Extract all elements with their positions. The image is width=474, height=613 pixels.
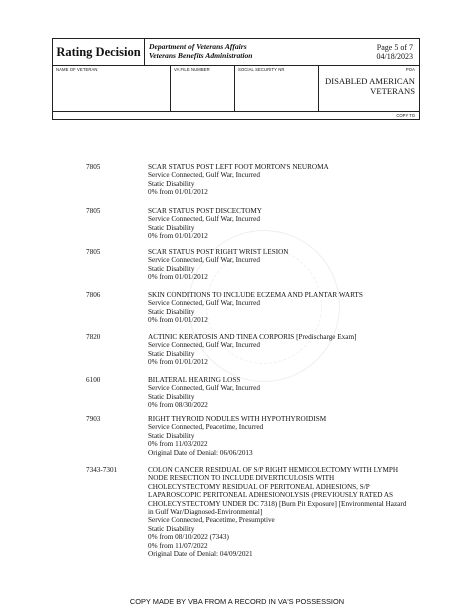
page-number: Page 5 of 7 bbox=[376, 43, 413, 52]
disability-status: Static Disability bbox=[148, 264, 195, 273]
condition-name-line: LAPAROSCOPIC PERITONEAL ADHESIONOLYSIS (PREVIOUSLY RATED AS bbox=[148, 491, 394, 500]
disability-status: Static Disability bbox=[148, 223, 195, 232]
diagnostic-code: 7805 bbox=[86, 207, 101, 215]
header-top-row bbox=[53, 39, 419, 66]
rating-percent: 0% from 01/01/2012 bbox=[148, 188, 208, 197]
entry-details bbox=[148, 376, 433, 410]
service-connection: Service Connected, Gulf War, Incurred bbox=[148, 256, 260, 265]
service-connection: Service Connected, Gulf War, Incurred bbox=[148, 171, 260, 180]
rating-percent: 0% from 11/07/2022 bbox=[148, 541, 208, 550]
entry-details bbox=[148, 466, 433, 558]
ssn-cell bbox=[235, 65, 319, 111]
service-connection: Service Connected, Gulf War, Incurred bbox=[148, 384, 260, 393]
entry-details bbox=[148, 163, 433, 197]
department-line-2: Veterans Benefits Administration bbox=[149, 51, 253, 60]
entry-details bbox=[148, 207, 433, 241]
condition-name-line: CHOLECYSTECTOMY RESIDUAL OF PERITONEAL ADHESIONS, S/P bbox=[148, 482, 370, 491]
disability-status: Static Disability bbox=[148, 392, 195, 401]
department-line-1: Department of Veterans Affairs bbox=[149, 42, 247, 51]
diagnostic-code: 6100 bbox=[86, 376, 101, 384]
condition-name: BILATERAL HEARING LOSS bbox=[148, 376, 241, 384]
entry-details bbox=[148, 333, 433, 367]
service-connection: Service Connected, Peacetime, Incurred bbox=[148, 423, 264, 432]
condition-name-line: COLON CANCER RESIDUAL OF S/P RIGHT HEMICOLECTOMY WITH LYMPH bbox=[148, 466, 399, 474]
diagnostic-code: 7343-7301 bbox=[86, 466, 118, 474]
rating-percent: 0% from 01/01/2012 bbox=[148, 358, 208, 367]
poa-line-1: DISABLED AMERICAN bbox=[325, 76, 415, 86]
diagnostic-code: 7805 bbox=[86, 163, 101, 171]
service-connection: Service Connected, Peacetime, Presumptive bbox=[148, 516, 275, 525]
diagnostic-code: 7903 bbox=[86, 415, 101, 423]
condition-name-line: CHOLECYSTECTOMY UNDER DC 7318) [Burn Pit Exposure] [Environmental Hazard bbox=[148, 499, 407, 508]
header-fields-row bbox=[53, 65, 419, 112]
condition-name: SCAR STATUS POST LEFT FOOT MORTON'S NEUROMA bbox=[148, 163, 329, 171]
poa-value bbox=[325, 76, 415, 96]
service-connection: Service Connected, Gulf War, Incurred bbox=[148, 215, 260, 224]
header-box bbox=[52, 38, 420, 120]
condition-name: SCAR STATUS POST RIGHT WRIST LESION bbox=[148, 248, 289, 256]
document-title: Rating Decision bbox=[53, 39, 145, 65]
rating-percent: 0% from 11/03/2022 bbox=[148, 440, 208, 449]
condition-name: RIGHT THYROID NODULES WITH HYPOTHYROIDISM bbox=[148, 415, 327, 423]
condition-name: SKIN CONDITIONS TO INCLUDE ECZEMA AND PLANTAR WARTS bbox=[148, 291, 363, 299]
entry-details bbox=[148, 248, 433, 282]
disability-status: Static Disability bbox=[148, 431, 195, 440]
entry-details bbox=[148, 291, 433, 325]
poa-line-2: VETERANS bbox=[370, 86, 415, 96]
poa-label: POA bbox=[405, 67, 415, 72]
veteran-name-label: NAME OF VETERAN bbox=[56, 67, 98, 72]
disability-status: Static Disability bbox=[148, 179, 195, 188]
department-name bbox=[149, 42, 253, 60]
page-info bbox=[377, 43, 413, 61]
entry-details bbox=[148, 415, 433, 457]
va-file-label: VA FILE NUMBER bbox=[174, 67, 210, 72]
disability-status: Static Disability bbox=[148, 524, 195, 533]
denial-date: Original Date of Denial: 06/06/2013 bbox=[148, 448, 253, 457]
rating-percent: 0% from 01/01/2012 bbox=[148, 232, 208, 241]
condition-name: ACTINIC KERATOSIS AND TINEA CORPORIS [Predischarge Exam] bbox=[148, 333, 357, 341]
rating-percent: 0% from 01/01/2012 bbox=[148, 316, 208, 325]
veteran-name-cell bbox=[53, 65, 171, 111]
va-file-cell bbox=[171, 65, 235, 111]
condition-name-line: NODE RESECTION TO INCLUDE DIVERTICULOSIS WITH bbox=[148, 474, 335, 483]
diagnostic-code: 7806 bbox=[86, 291, 101, 299]
condition-name-line: in Gulf War/Diagnosed-Environmental] bbox=[148, 508, 263, 517]
decision-date: 04/18/2023 bbox=[376, 52, 413, 61]
poa-cell bbox=[319, 65, 419, 111]
diagnostic-code: 7820 bbox=[86, 333, 101, 341]
copy-to-label: COPY TO bbox=[396, 113, 415, 118]
disability-status: Static Disability bbox=[148, 307, 195, 316]
diagnostic-code: 7805 bbox=[86, 248, 101, 256]
rating-percent: 0% from 01/01/2012 bbox=[148, 273, 208, 282]
disability-status: Static Disability bbox=[148, 349, 195, 358]
condition-name: SCAR STATUS POST DISCECTOMY bbox=[148, 207, 262, 215]
denial-date: Original Date of Denial: 04/09/2021 bbox=[148, 550, 253, 559]
rating-percent: 0% from 08/10/2022 (7343) bbox=[148, 533, 229, 542]
ssn-label: SOCIAL SECURITY NR bbox=[238, 67, 285, 72]
rating-percent: 0% from 08/30/2022 bbox=[148, 401, 208, 410]
copy-notice-footer: COPY MADE BY VBA FROM A RECORD IN VA'S POSSESSION bbox=[129, 597, 345, 606]
service-connection: Service Connected, Gulf War, Incurred bbox=[148, 299, 260, 308]
service-connection: Service Connected, Gulf War, Incurred bbox=[148, 341, 260, 350]
